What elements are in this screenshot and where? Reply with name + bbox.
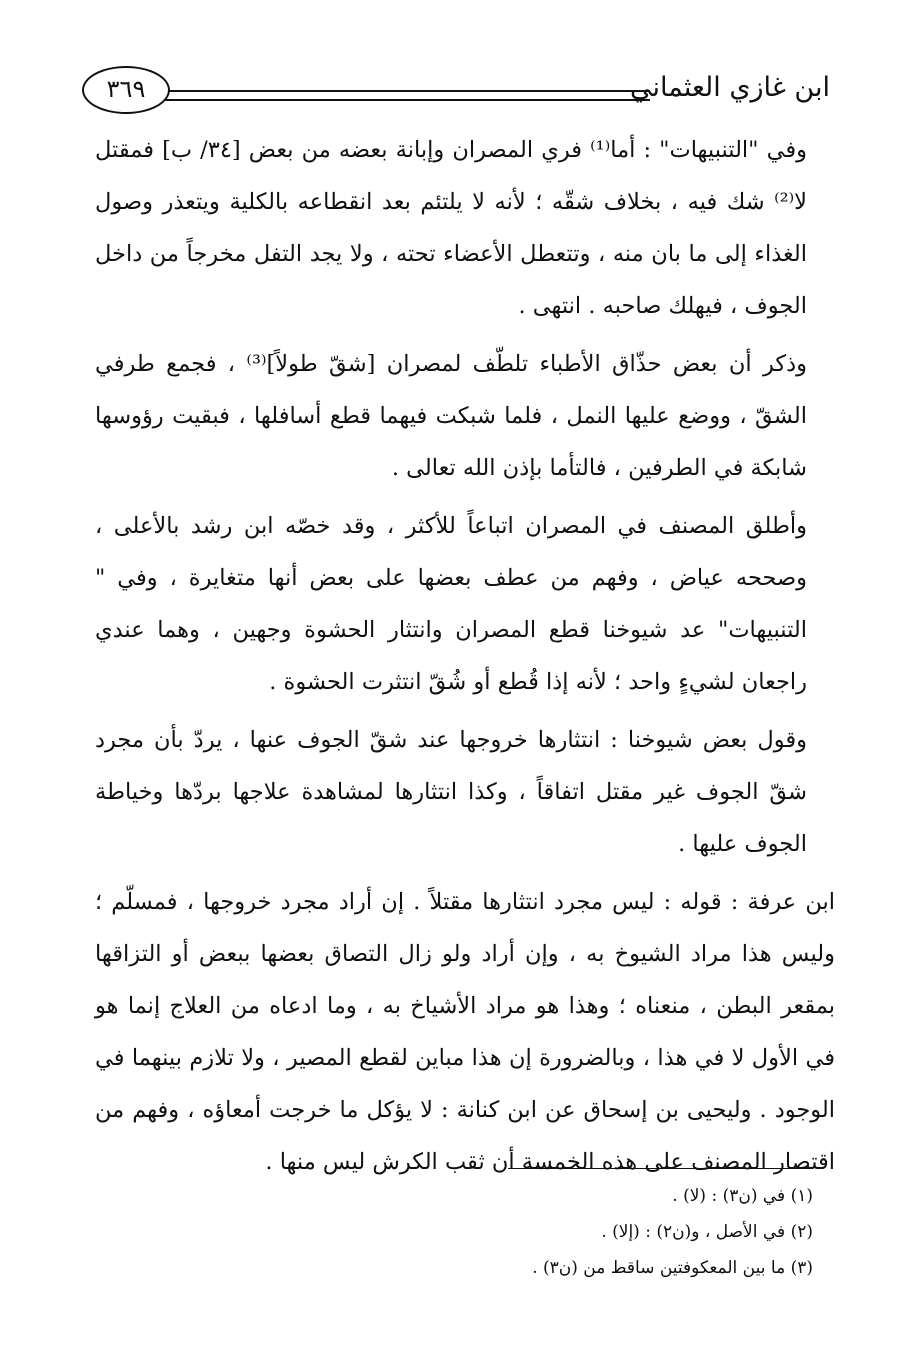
page-header [82,66,830,118]
footnote-1: (١) في (ن٣) : (لا) . [672,1186,813,1206]
paragraph-atibba: وذكر أن بعض حذّاق الأطباء تلطّف لمصران [شقّ طولاً]⁽³⁾ ، فجمع طرفي الشقّ ، ووضع عليها النمل ، فلما شبكت فيهما قطع أسافلها ، فبقيت رؤوسها شابكة في الطرفين ، فالتأما بإذن الله تعالى . [95,351,807,481]
footnote-separator [508,1168,813,1169]
footnote-3: (٣) ما بين المعكوفتين ساقط من (ن٣) . [532,1258,813,1278]
header-double-rule [164,90,650,101]
footnotes [293,1178,813,1286]
paragraph-tanbihat: وفي "التنبيهات" : أما⁽¹⁾ فري المصران وإبانة بعضه من بعض [٣٤/ ب] فمقتل لا⁽²⁾ شك فيه ، بخلاف شقّه ؛ لأنه لا يلتئم بعد انقطاعه بالكلية ويتعذر وصول الغذاء إلى ما بان منه ، وتتعطل الأعضاء تحته ، ولا يجد التفل مخرجاً من داخل الجوف ، فيهلك صاحبه . انتهى . [95,137,808,319]
paragraph-musannif: وأطلق المصنف في المصران اتباعاً للأكثر ، وقد خصّه ابن رشد بالأعلى ، وصححه عياض ، وفهم من عطف بعضها على بعض أنها متغايرة ، وفي " التنبيهات" عد شيوخنا قطع المصران وانتثار الحشوة وجهين ، وهما عندي راجعان لشيءٍ واحد ؛ لأنه إذا قُطع أو شُقّ انتثرت الحشوة . [95,513,807,695]
paragraph-ibn-arafa: ابن عرفة : قوله : ليس مجرد انتثارها مقتلاً . إن أراد مجرد خروجها ، فمسلّم ؛ وليس هذا مراد الشيوخ به ، وإن أراد ولو زال التصاق بعضها ببعض أو التزاقها بمقعر البطن ، منعناه ؛ وهذا هو مراد الأشياخ به ، وما ادعاه من العلاج إنما هو في الأول لا في هذا ، وبالضرورة إن هذا مباين لقطع المصير ، ولا تلازم بينهما في الوجود . وليحيى بن إسحاق عن ابن كنانة : لا يؤكل ما خرجت أمعاؤه ، وفهم من اقتصار المصنف على هذه الخمسة أن ثقب الكرش ليس منها . [95,889,835,1175]
page-number: ٣٦٩ [82,66,170,114]
footnote-2: (٢) في الأصل ، و(ن٢) : (إلا) . [601,1222,813,1242]
running-title: ابن غازي العثماني [629,72,830,103]
main-text [95,124,835,1194]
paragraph-shuyukh: وقول بعض شيوخنا : انتثارها خروجها عند شقّ الجوف عنها ، يردّ بأن مجرد شقّ الجوف غير مقتل اتفاقاً ، وكذا انتثارها لمشاهدة علاجها بردّها وخياطة الجوف عليها . [95,727,807,857]
